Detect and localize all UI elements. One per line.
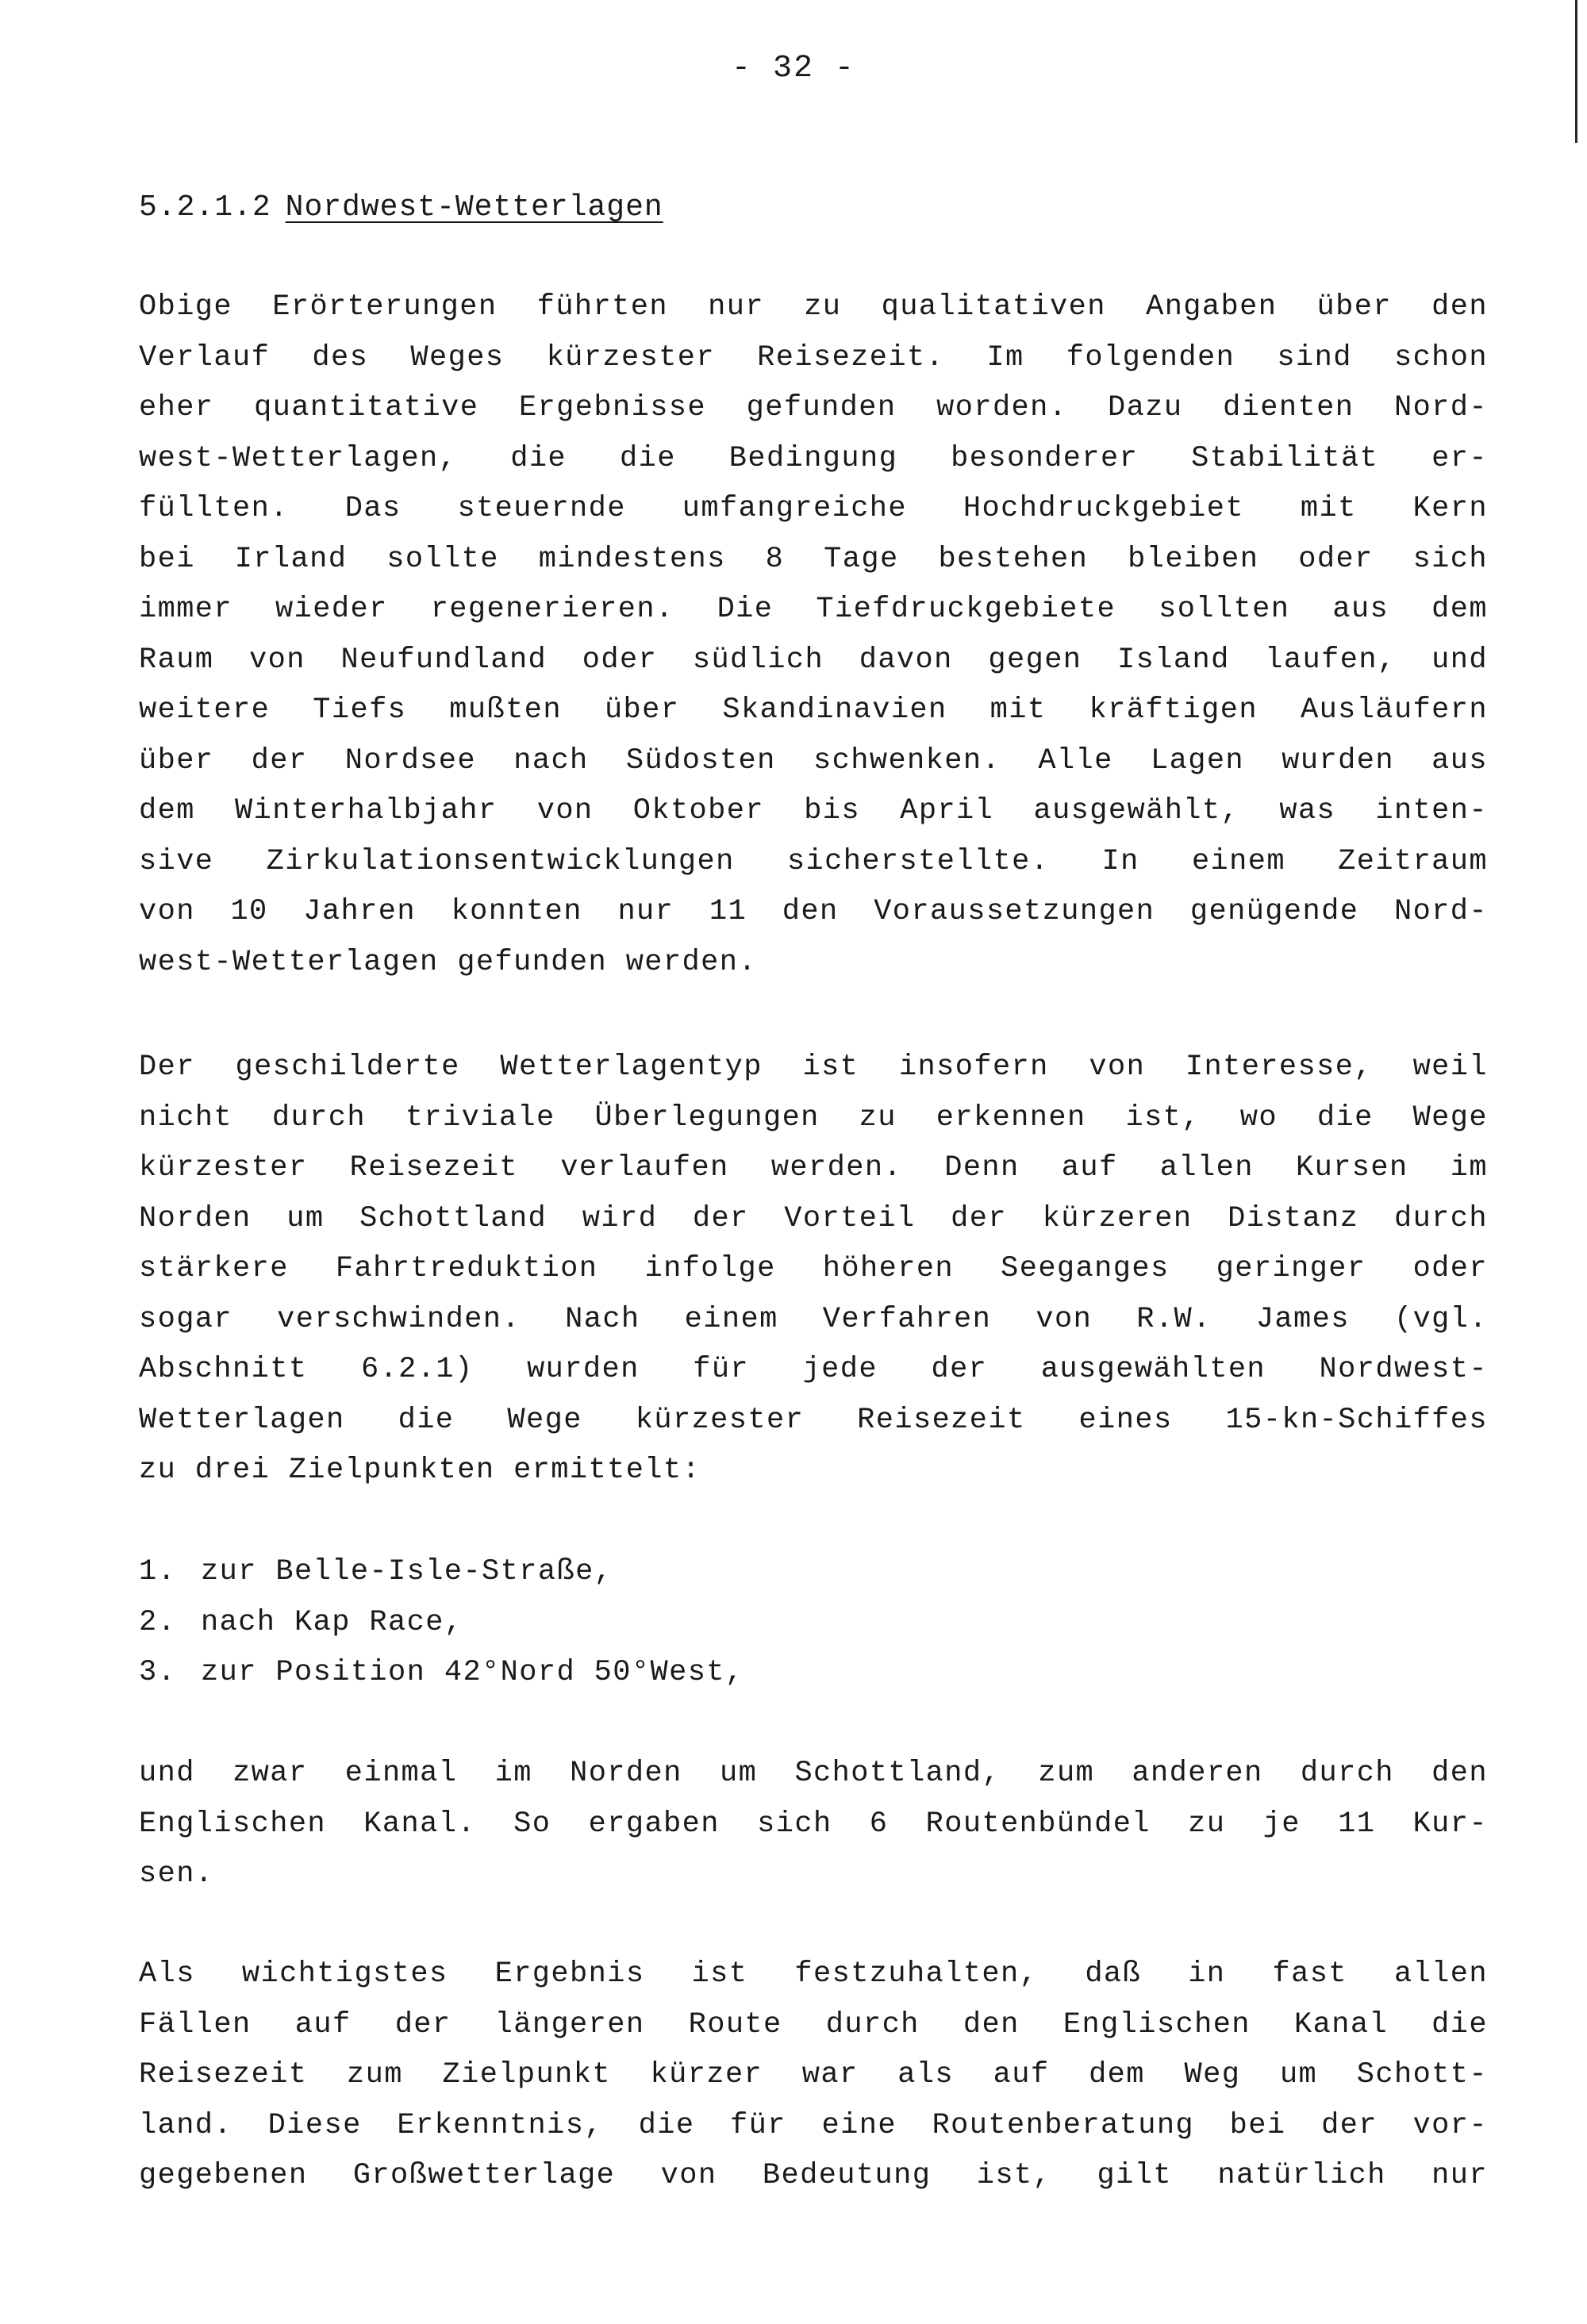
paragraph-line: sen. <box>139 1857 214 1891</box>
paragraph-line: Fällen auf der längeren Route durch den Englischen Kanal die <box>139 2007 1488 2042</box>
paragraph-line: Wetterlagen die Wege kürzester Reisezeit eines 15-kn-Schiffes <box>139 1403 1488 1437</box>
paragraph-line: land. Diese Erkenntnis, die für eine Routenberatung bei der vor- <box>139 2108 1488 2142</box>
paragraph-line: Verlauf des Weges kürzester Reisezeit. Im folgenden sind schon <box>139 340 1488 375</box>
list-item-number: 2. <box>139 1605 177 1639</box>
paragraph-line: Abschnitt 6.2.1) wurden für jede der ausgewählten Nordwest- <box>139 1353 1488 1386</box>
section-number: 5.2.1.2 <box>139 190 271 225</box>
paragraph-line: bei Irland sollte mindestens 8 Tage bestehen bleiben oder sich <box>139 542 1488 576</box>
paragraph-line: weitere Tiefs mußten über Skandinavien mit kräftigen Ausläufern <box>139 693 1488 727</box>
paragraph-3 <box>139 1749 1488 1900</box>
list-item-text: nach Kap Race, <box>201 1605 463 1639</box>
paragraph-line: kürzester Reisezeit verlaufen werden. Denn auf allen Kursen im <box>139 1151 1488 1185</box>
paragraph-line: gegebenen Großwetterlage von Bedeutung ist, gilt natürlich nur <box>139 2159 1488 2192</box>
destination-list <box>139 1547 1488 1699</box>
section-title: Nordwest-Wetterlagen <box>285 190 663 225</box>
list-item <box>139 1598 1488 1649</box>
paragraph-line: Als wichtigstes Ergebnis ist festzuhalten, daß in fast allen <box>139 1957 1488 1991</box>
paragraph-line: Norden um Schottland wird der Vorteil der kürzeren Distanz durch <box>139 1201 1488 1235</box>
paragraph-4 <box>139 1949 1488 2202</box>
list-item-number: 3. <box>139 1656 177 1689</box>
paragraph-line: zu drei Zielpunkten ermittelt: <box>139 1454 701 1487</box>
paragraph-line: von 10 Jahren konnten nur 11 den Voraussetzungen genügende Nord- <box>139 895 1488 928</box>
paragraph-line: sogar verschwinden. Nach einem Verfahren von R.W. James (vgl. <box>139 1302 1488 1336</box>
list-item-number: 1. <box>139 1555 177 1588</box>
paragraph-line: über der Nordsee nach Südosten schwenken. Alle Lagen wurden aus <box>139 743 1488 778</box>
section-heading <box>139 190 663 225</box>
paragraph-line: Reisezeit zum Zielpunkt kürzer war als auf dem Weg um Schott- <box>139 2058 1488 2092</box>
list-item <box>139 1648 1488 1699</box>
paragraph-line: Der geschilderte Wetterlagentyp ist insofern von Interesse, weil <box>139 1051 1488 1084</box>
paragraph-line: Englischen Kanal. So ergaben sich 6 Routenbündel zu je 11 Kur- <box>139 1807 1488 1841</box>
paragraph-2 <box>139 1043 1488 1496</box>
list-item-text: zur Belle-Isle-Straße, <box>201 1555 613 1588</box>
paragraph-line: und zwar einmal im Norden um Schottland, zum anderen durch den <box>139 1757 1488 1790</box>
paragraph-line: nicht durch triviale Überlegungen zu erkennen ist, wo die Wege <box>139 1101 1488 1135</box>
page-number: - 32 - <box>731 51 856 86</box>
paragraph-line: eher quantitative Ergebnisse gefunden worden. Dazu dienten Nord- <box>139 391 1488 424</box>
paragraph-line: stärkere Fahrtreduktion infolge höheren Seeganges geringer oder <box>139 1252 1488 1285</box>
paragraph-line: dem Winterhalbjahr von Oktober bis April ausgewählt, was inten- <box>139 794 1488 828</box>
paragraph-1 <box>139 282 1488 988</box>
list-item <box>139 1547 1488 1598</box>
paragraph-line: Obige Erörterungen führten nur zu qualitativen Angaben über den <box>139 290 1488 324</box>
paragraph-line: west-Wetterlagen gefunden werden. <box>139 945 757 979</box>
paragraph-line: sive Zirkulationsentwicklungen sicherstellte. In einem Zeitraum <box>139 844 1488 878</box>
list-item-text: zur Position 42°Nord 50°West, <box>201 1656 744 1689</box>
paragraph-line: füllten. Das steuernde umfangreiche Hochdruckgebiet mit Kern <box>139 492 1488 525</box>
paragraph-line: Raum von Neufundland oder südlich davon gegen Island laufen, und <box>139 643 1488 677</box>
paragraph-line: west-Wetterlagen, die die Bedingung besonderer Stabilität er- <box>139 441 1488 475</box>
paragraph-line: immer wieder regenerieren. Die Tiefdruckgebiete sollten aus dem <box>139 593 1488 626</box>
